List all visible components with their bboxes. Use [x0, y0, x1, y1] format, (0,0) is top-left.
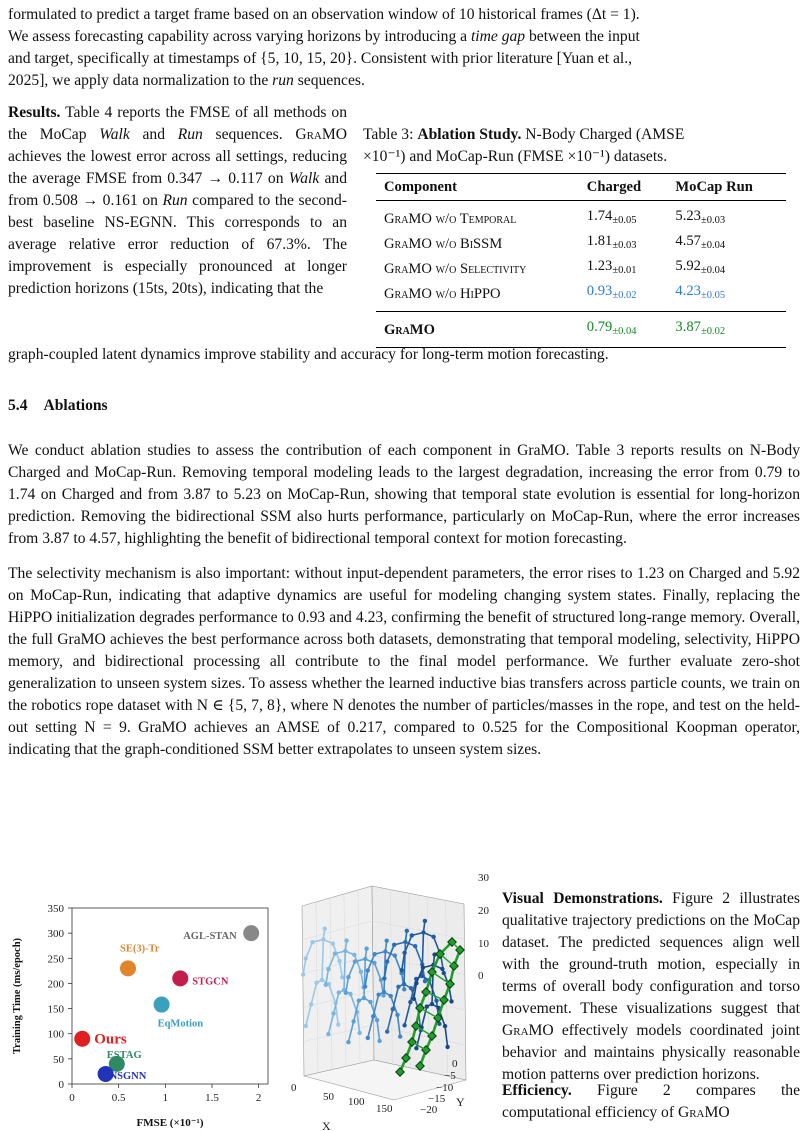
joint — [402, 982, 406, 986]
value: 4.57 — [675, 233, 701, 249]
joint — [423, 919, 427, 923]
joint — [423, 979, 427, 983]
joint — [395, 1013, 399, 1017]
x-tick-label: 50 — [323, 1091, 334, 1103]
results-text: and from 0.508 → 0.161 on — [8, 170, 347, 209]
z-tick-label: 0 — [478, 970, 484, 982]
joint — [352, 953, 356, 957]
joint — [363, 957, 367, 961]
y-tick-label: 0 — [58, 1079, 64, 1091]
joint — [431, 935, 435, 939]
joint — [385, 1029, 389, 1033]
y-tick-label: 300 — [47, 928, 64, 941]
joint — [402, 1023, 406, 1027]
results-title: Results. — [8, 104, 61, 121]
table-row — [376, 256, 786, 281]
point-label-ours: Ours — [94, 1031, 127, 1048]
mocap-trajectory-plot — [282, 872, 500, 1131]
joint — [421, 965, 425, 969]
joint — [346, 1040, 350, 1044]
value: 5.92 — [675, 258, 701, 274]
table-caption — [363, 124, 803, 168]
point-label-estag: ESTAG — [106, 1049, 142, 1061]
results-text: Table 4 reports the FMSE of all methods on the MoCap — [8, 104, 347, 143]
std: ±0.03 — [612, 240, 637, 251]
y-axis-label: Y — [456, 1095, 465, 1109]
component-name: GraMO w/o BiSSM — [384, 235, 503, 252]
ablation-paragraph-2: The selectivity mechanism is also important: without input-dependent parameters, the error rises to 1.23 on Charged and 5.92 on MoCap-Run, indicating that adaptive dynamics are useful for modeling changing system states. Finally, replacing the HiPPO initialization degrades performance to 0.93 and 4.23, confirming the benefit of structured long-range memory. Overall, the full GraMO achieves the best performance across both datasets, demonstrating that temporal modeling, selectivity, HiPPO memory, and bidirectional processing all contribute to the final model performance. We further evaluate zero-shot generalization to unseen system sizes. To assess whether the learned inductive bias transfers across particle counts, we train on the robotics rope dataset with N ∈ {5, 7, 8}, where N denotes the number of particles/masses in the rope, and test on the held-out setting N = 9. GraMO achieves an AMSE of 0.217, compared to 0.525 for the Compositional Koopman operator, indicating that the graph-conditioned SSM better extrapolates to unseen system sizes. — [8, 565, 800, 758]
z-tick-label: 20 — [478, 905, 489, 917]
x-tick-label: 0 — [69, 1092, 75, 1104]
joint — [385, 959, 389, 963]
efficiency-scatter-chart — [6, 886, 280, 1131]
column-header: MoCap Run — [667, 174, 786, 201]
results-emph: Walk — [99, 126, 130, 143]
section-heading — [8, 397, 108, 415]
point-agl-stan — [243, 925, 259, 941]
joint — [382, 976, 386, 980]
model-name: GraMO — [295, 126, 347, 143]
point-label-stgcn: STGCN — [192, 976, 229, 988]
ablation-table — [376, 173, 786, 348]
joint — [324, 983, 328, 987]
joint — [434, 998, 438, 1002]
joint — [362, 996, 366, 1000]
value: 1.81 — [586, 233, 613, 249]
joint — [443, 1024, 447, 1028]
joint — [376, 993, 380, 997]
table-header-row — [376, 174, 786, 201]
results-text: achieves the lowest error across all settings, reducing the average FMSE from 0.347 → 0.117 on — [8, 148, 347, 187]
y-tick-label: −15 — [428, 1093, 446, 1105]
y-axis-label: Training Time (ms/epoch) — [12, 937, 23, 1055]
section-title: Ablations — [43, 397, 108, 414]
joint — [412, 997, 416, 1001]
mocap-value — [667, 201, 786, 232]
y-tick-label: 100 — [47, 1028, 64, 1041]
joint — [392, 943, 396, 947]
joint — [402, 987, 406, 991]
joint — [425, 1004, 429, 1008]
model-name: GraMO — [502, 1022, 554, 1039]
joint — [304, 1024, 308, 1028]
joint — [366, 1036, 370, 1040]
table-row — [376, 201, 786, 232]
efficiency-title: Efficiency. — [502, 1082, 572, 1099]
caption-text: ×10⁻¹) and MoCap-Run (FMSE ×10⁻¹) datasets. — [363, 148, 668, 165]
joint — [336, 1022, 340, 1026]
joint — [403, 940, 407, 944]
intro-emph: time gap — [470, 28, 526, 45]
component-name: GraMO — [376, 312, 579, 348]
joint — [389, 994, 393, 998]
std: ±0.04 — [700, 265, 726, 276]
point-ours — [74, 1031, 90, 1047]
joint — [344, 991, 348, 995]
y-tick-label: −5 — [444, 1070, 456, 1082]
intro-emph: run — [272, 72, 294, 89]
charged-value — [579, 312, 668, 348]
results-emph: Walk — [288, 170, 320, 187]
joint — [371, 1014, 375, 1018]
joint — [372, 952, 376, 956]
plot-frame — [72, 908, 268, 1084]
visual-demo-paragraph — [502, 888, 800, 1086]
joint — [323, 927, 327, 931]
y-tick-label: 50 — [53, 1053, 64, 1066]
x-axis-label: X — [322, 1119, 331, 1131]
point-label-eqmotion: EqMotion — [157, 1018, 204, 1030]
y-tick-label: 250 — [47, 953, 64, 966]
y-tick-label: 350 — [47, 903, 64, 915]
results-text: compared to the second-best baseline NS-EGNN. This corresponds to an average relative error reduction of 67.3%. The improvement is especially pronounced at longer prediction horizons (15ts, 20ts), indicating that the — [8, 192, 347, 297]
component-name: GraMO w/o Temporal — [384, 210, 517, 227]
x-tick-label: 100 — [348, 1096, 365, 1108]
results-text: sequences. — [202, 126, 296, 143]
mocap-value — [667, 231, 786, 256]
ablation-paragraph-1: We conduct ablation studies to assess the contribution of each component in GraMO. Table 3 reports results on N-Body Charged and MoCap-Run. Removing temporal modeling leads to the largest degradation, increasing the error from 0.79 to 1.74 on Charged and from 3.87 to 5.23 on MoCap-Run, showing that temporal state evolution is essential for long-horizon prediction. Removing the bidirectional SSM also hurts performance, particularly on MoCap-Run, where the error increases from 3.87 to 4.57, highlighting the benefit of bidirectional temporal context for motion forecasting. — [8, 442, 800, 547]
joint — [449, 999, 453, 1003]
joint — [326, 1032, 330, 1036]
visual-text: effectively models coordinated joint behavior and maintains physically reasonable motion patterns over prediction horizons. — [502, 1022, 800, 1083]
value: 1.23 — [586, 258, 613, 274]
mocap-value — [667, 281, 786, 312]
joint — [337, 959, 341, 963]
joint — [413, 944, 417, 948]
joint — [321, 937, 325, 941]
charged-value — [579, 256, 668, 281]
x-tick-label: 150 — [376, 1103, 393, 1115]
joint — [410, 933, 414, 937]
results-emph: Run — [162, 192, 188, 209]
joint — [393, 953, 397, 957]
efficiency-paragraph — [502, 1080, 800, 1124]
joint — [375, 1018, 379, 1022]
x-tick-label: 0 — [291, 1082, 297, 1094]
joint — [309, 1002, 313, 1006]
joint — [385, 939, 389, 943]
visual-text: Figure 2 illustrates qualitative trajectory predictions on the MoCap dataset. The predicted sequences align well with the ground-truth motion, especially in terms of overall body configuration and torso movement. These visualizations suggest that — [502, 890, 800, 1017]
joint — [396, 985, 400, 989]
table-row — [376, 281, 786, 312]
joint — [331, 1011, 335, 1015]
joint — [359, 970, 363, 974]
value: 3.87 — [675, 319, 701, 335]
results-emph: Run — [177, 126, 203, 143]
joint — [333, 951, 337, 955]
charged-value — [579, 231, 668, 256]
joint — [343, 949, 347, 953]
joint — [383, 949, 387, 953]
joint — [348, 992, 352, 996]
std: ±0.05 — [612, 215, 637, 226]
joint — [409, 986, 413, 990]
value: 5.23 — [675, 208, 701, 224]
joint — [310, 940, 314, 944]
joint — [331, 941, 335, 945]
x-tick-label: 2 — [255, 1092, 262, 1104]
component-name: GraMO w/o HiPPO — [384, 285, 501, 302]
point-se-3-tr — [120, 960, 136, 976]
joint — [320, 978, 324, 982]
caption-text: N-Body Charged (AMSE — [521, 126, 685, 143]
std: ±0.03 — [700, 215, 726, 226]
intro-text: sequences. — [293, 72, 365, 89]
x-axis-label: FMSE (×10⁻¹) — [136, 1117, 204, 1129]
joint — [357, 998, 361, 1002]
intro-line: and target, specifically at timestamps of {5, 10, 15, 20}. Consistent with prior literature [Yuan et al., — [8, 50, 632, 67]
joint — [366, 968, 370, 972]
charged-value — [579, 281, 668, 312]
value: 0.79 — [586, 319, 613, 335]
joint — [346, 975, 350, 979]
joint — [344, 938, 348, 942]
intro-text: 2025], we apply data normalization to the — [8, 72, 273, 89]
point-label-se-3-tr: SE(3)-Tr — [120, 943, 160, 955]
value: 0.93 — [586, 283, 613, 299]
y-tick-label: 200 — [47, 978, 64, 991]
intro-paragraph — [8, 4, 800, 92]
joint — [377, 1039, 381, 1043]
x-tick-label: 1.5 — [205, 1092, 219, 1104]
joint — [400, 968, 404, 972]
joint — [414, 1046, 418, 1050]
std: ±0.04 — [700, 240, 726, 251]
point-eqmotion — [154, 997, 170, 1013]
joint — [391, 1007, 395, 1011]
intro-line: formulated to predict a target frame based on an observation window of 10 historical frames (Δt = 1). — [8, 6, 640, 23]
visual-title: Visual Demonstrations. — [502, 890, 663, 907]
std: ±0.02 — [700, 326, 726, 337]
table-row — [376, 231, 786, 256]
joint — [337, 990, 341, 994]
z-tick-label: 10 — [478, 938, 489, 950]
y-tick-label: 150 — [47, 1003, 64, 1016]
value: 4.23 — [675, 283, 701, 299]
section-number: 5.4 — [8, 397, 28, 414]
joint — [368, 1000, 372, 1004]
mocap-value — [667, 256, 786, 281]
point-stgcn — [172, 970, 188, 986]
mocap-value — [667, 312, 786, 348]
joint — [445, 1045, 449, 1049]
value: 1.74 — [586, 208, 613, 224]
caption-prefix: Table 3: — [363, 126, 418, 143]
std: ±0.01 — [612, 265, 637, 276]
joint — [301, 972, 305, 976]
joint — [304, 956, 308, 960]
y-tick-label: 0 — [452, 1058, 458, 1070]
joint — [364, 946, 368, 950]
component-name: GraMO w/o Selectivity — [384, 260, 527, 277]
joint — [405, 929, 409, 933]
joint — [357, 1031, 361, 1035]
joint — [398, 1034, 402, 1038]
column-header: Charged — [579, 174, 668, 201]
joint — [363, 984, 367, 988]
joint — [326, 967, 330, 971]
results-continuation: graph-coupled latent dynamics improve stability and accuracy for long-term motion forecasting. — [8, 346, 609, 363]
model-name: GraMO — [677, 1104, 730, 1121]
joint — [372, 961, 376, 965]
joint — [382, 990, 386, 994]
std: ±0.05 — [700, 290, 726, 301]
intro-text: We assess forecasting capability across varying horizons by introducing a — [8, 28, 471, 45]
z-tick-label: 30 — [478, 872, 489, 884]
point-label-agl-stan: AGL-STAN — [183, 931, 237, 943]
x-tick-label: 0.5 — [111, 1092, 126, 1104]
table-row-full-model — [376, 312, 786, 348]
caption-title: Ablation Study. — [417, 126, 522, 143]
point-label-nsgnn: NSGNN — [109, 1070, 147, 1082]
charged-value — [579, 201, 668, 232]
intro-text: between the input — [525, 28, 640, 45]
column-header: Component — [376, 174, 579, 201]
y-tick-label: −10 — [436, 1082, 454, 1094]
results-paragraph — [8, 102, 347, 300]
joint — [421, 930, 425, 934]
joint — [314, 981, 318, 985]
y-tick-label: −20 — [420, 1104, 438, 1116]
std: ±0.04 — [612, 326, 637, 337]
x-tick-label: 1 — [162, 1092, 169, 1104]
joint — [430, 1002, 434, 1006]
joint — [414, 981, 418, 985]
joint — [351, 1019, 355, 1023]
efficiency-text: Figure 2 compares the computational efficiency of — [502, 1082, 800, 1121]
joint — [353, 959, 357, 963]
joint — [408, 1000, 412, 1004]
std: ±0.02 — [612, 290, 637, 301]
results-text: and — [129, 126, 178, 143]
joint — [440, 967, 444, 971]
joint — [402, 951, 406, 955]
